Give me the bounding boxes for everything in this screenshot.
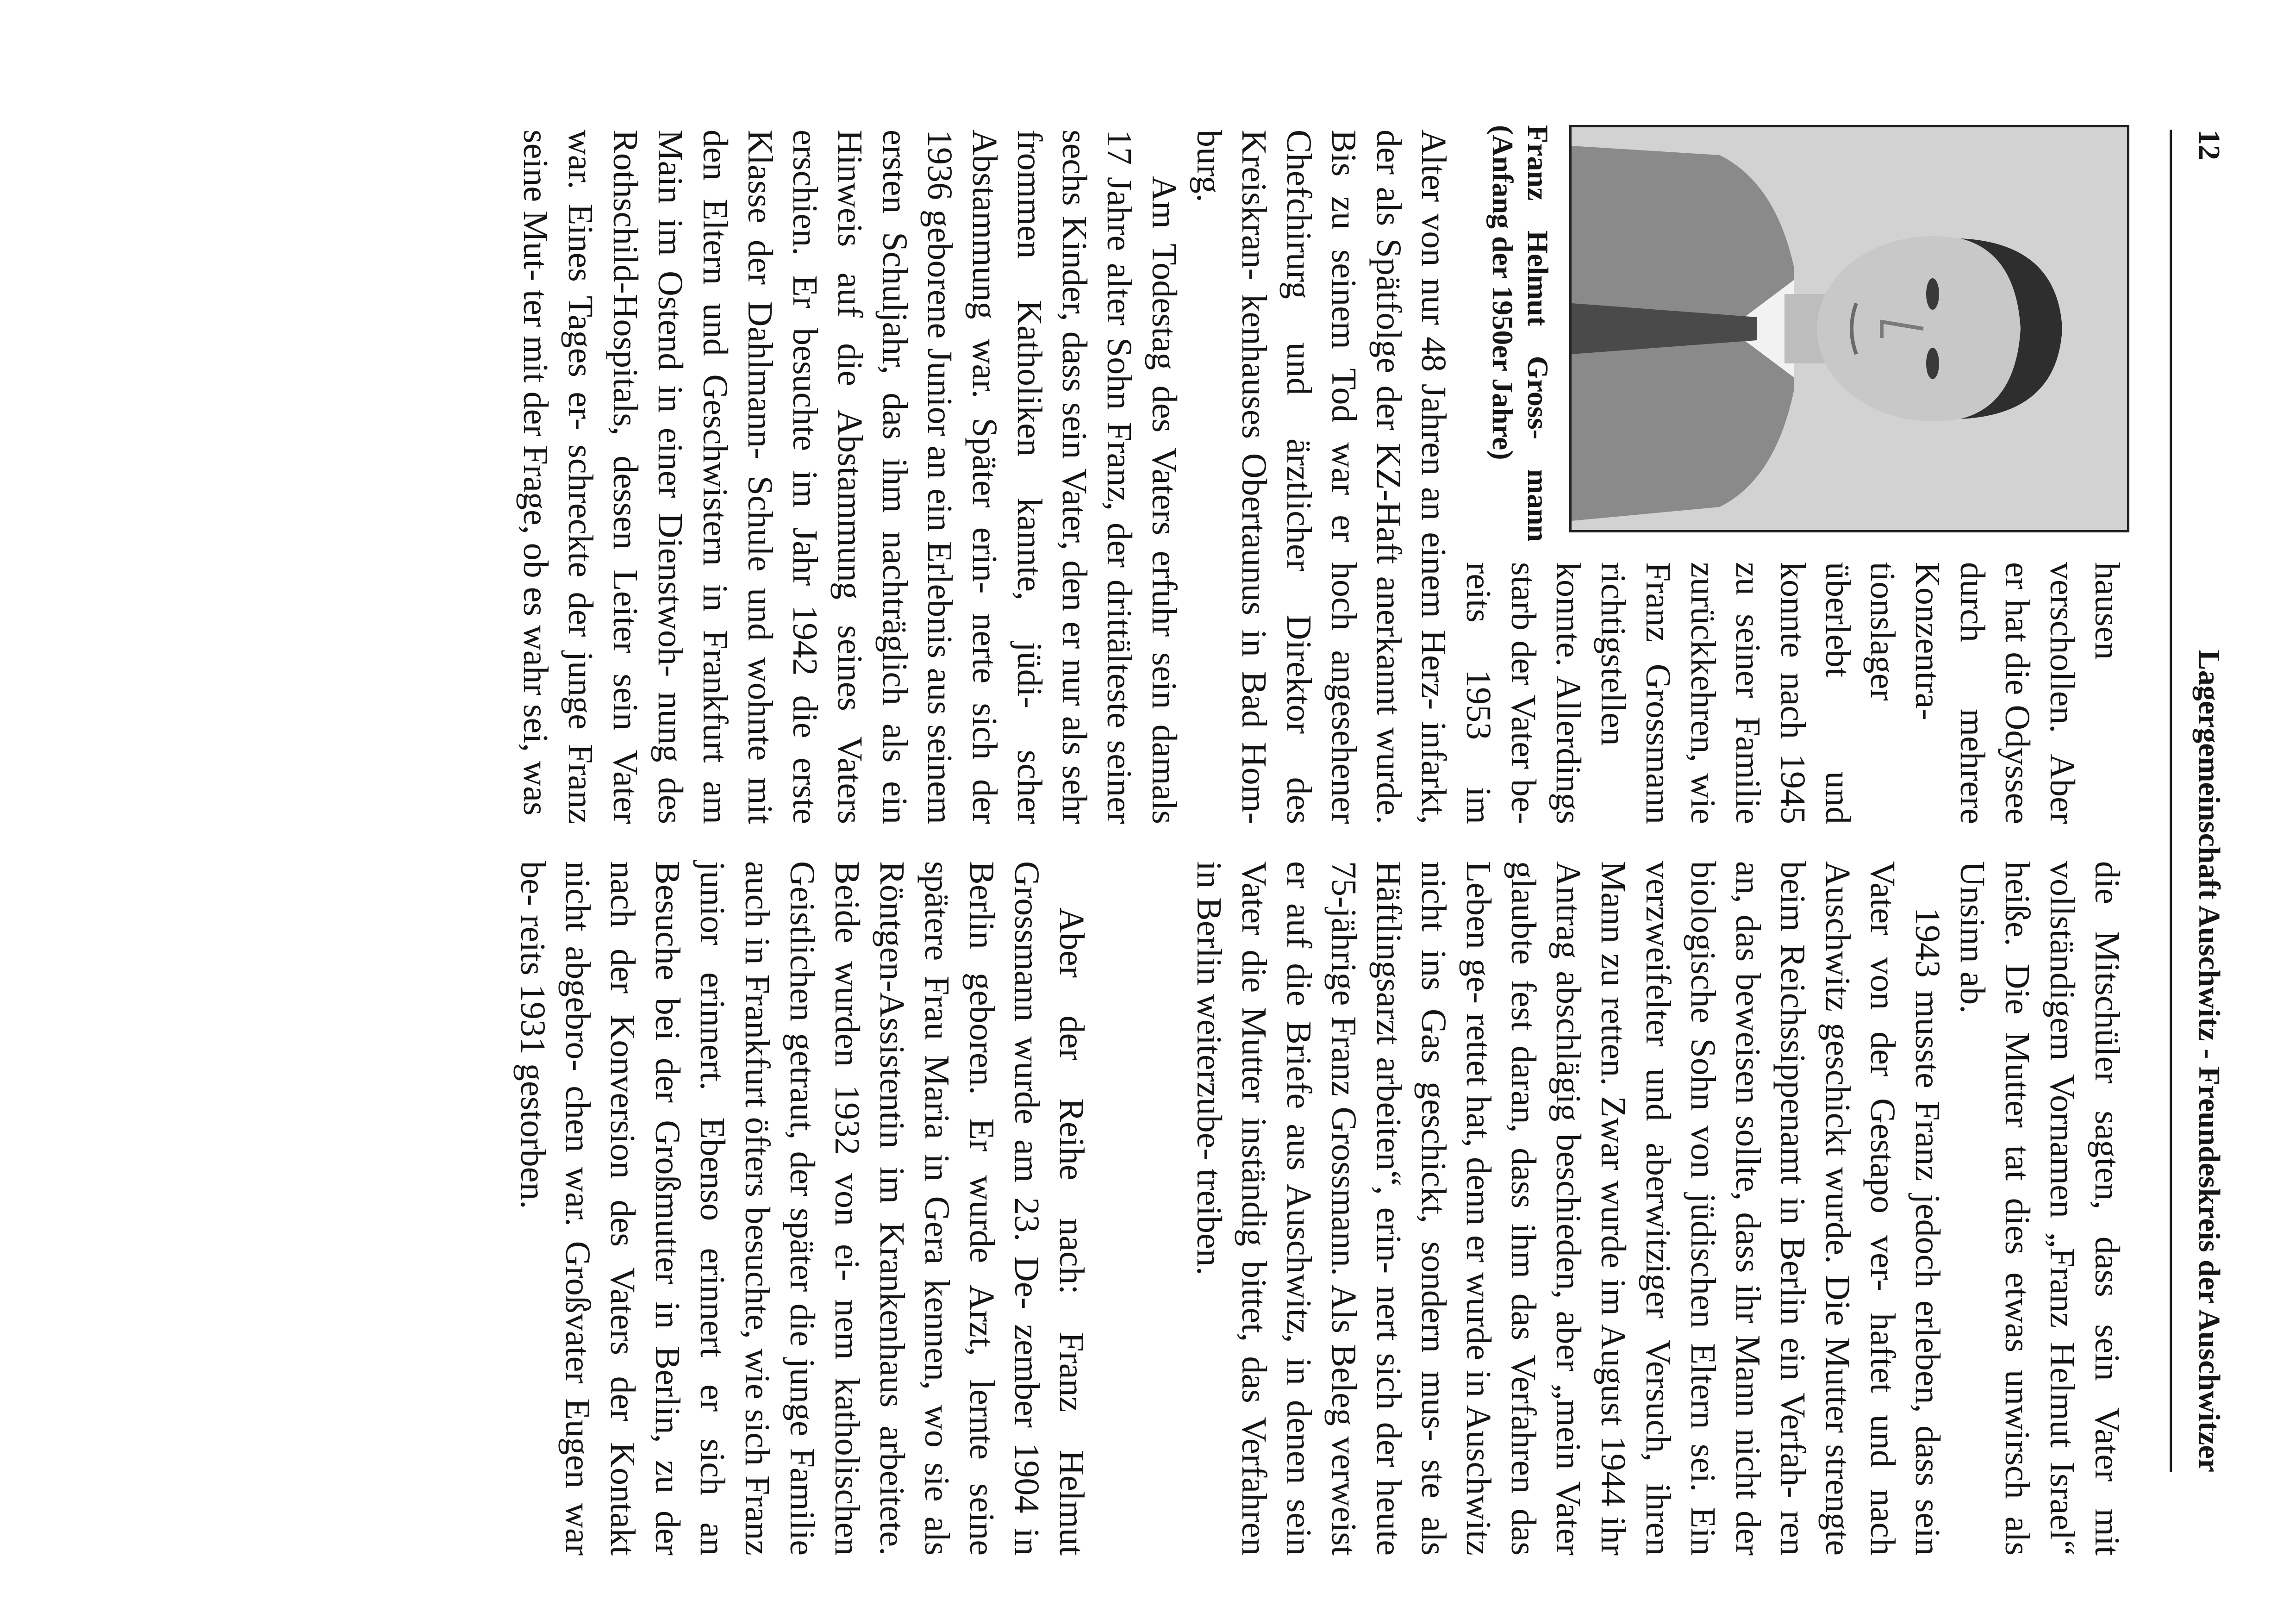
left-paragraph-1: hausen verschollen. Aber er hat die Odyssee durch mehrere Konzentra- tionslager überlebt und konnte nach 1945 zu seiner Familie zurückkehren, wie Franz Grossmann richtigstellen konnte. Allerdings starb der Vater be- reits 1953 im Alter von nur 48 Jahren an einem Herz- infarkt, der als Spätfolge der KZ-Haft anerkannt wurde. Bis zu seinem Tod war er hoch angesehener Chefchirurg und ärztlicher Direktor des Kreiskran- kenhauses Obertaunus in Bad Hom- burg. bbox=[1190, 130, 2127, 824]
portrait-photo bbox=[1569, 125, 2129, 532]
left-column bbox=[19, 125, 2129, 824]
header-rule bbox=[2170, 130, 2172, 1472]
left-paragraph-2: Am Todestag des Vaters erfuhr sein damals 17 Jahre alter Sohn Franz, der drittälteste seiner sechs Kinder, dass sein Vater, den er nur als sehr frommen Katholiken kannte, jüdi- scher Abstammung war. Später erin- nerte sich der 1936 geborene Junior an ein Erlebnis aus seinem ersten Schuljahr, das ihm nachträglich als ein Hinweis auf die Abstammung seines Vaters erschien. Er besuchte im Jahr 1942 die erste Klasse der Dahlmann- Schule und wohnte mit den Eltern und Geschwistern in Frankfurt am Main im Ostend in einer Dienstwoh- nung des Rothschild-Hospitals, dessen Leiter sein Vater war. Eines Tages er- schreckte der junge Franz seine Mut- ter mit der Frage, ob es wahr sei, was bbox=[516, 130, 1184, 824]
page-number: 12 bbox=[2192, 130, 2226, 160]
portrait-photo-icon bbox=[1572, 127, 2127, 530]
right-paragraph-2: 1943 musste Franz jedoch erleben, dass sein Vater von der Gestapo ver- haftet und nach Auschwitz geschickt wurde. Die Mutter strengte beim Reichssippenamt in Berlin ein Verfah- ren an, das beweisen sollte, dass ihr Mann nicht der biologische Sohn von jüdischen Eltern sei. Ein verzweifelter und aberwitziger Versuch, ihren Mann zu retten. Zwar wurde im August 1944 ihr Antrag abschlägig beschieden, aber „mein Vater glaubte fest daran, dass ihm das Verfahren das Leben ge- rettet hat, denn er wurde in Auschwitz nicht ins Gas geschickt, sondern mus- ste als Häftlingsarzt arbeiten“, erin- nert sich der heute 75-jährige Franz Grossmann. Als Beleg verweist er auf die Briefe aus Auschwitz, in denen sein Vater die Mutter inständig bittet, das Verfahren in Berlin weiterzube- treiben. bbox=[1190, 861, 1947, 1556]
page-header bbox=[2157, 130, 2231, 1472]
right-paragraph-1: die Mitschüler sagten, dass sein Vater mit vollständigem Vornamen „Franz Helmut Israel“ heiße. Die Mutter tat dies etwas unwirsch als Unsinn ab. bbox=[1953, 861, 2127, 1556]
photo-figure bbox=[1485, 125, 2129, 542]
right-paragraph-3: Aber der Reihe nach: Franz Helmut Grossmann wurde am 23. De- zember 1904 in Berlin geboren. Er wurde Arzt, lernte seine spätere Frau Maria in Gera kennen, wo sie als Röntgen-Assistentin im Krankenhaus arbeitete. Beide wurden 1932 von ei- nem katholischen Geistlichen getraut, der später die junge Familie auch in Frankfurt öfters besuchte, wie sich Franz junior erinnert. Ebenso erinnert er sich an Besuche bei der Großmutter in Berlin, zu der nach der Konversion des Vaters der Kontakt nicht abgebro- chen war. Großvater Eugen war be- reits 1931 gestorben. bbox=[513, 861, 1091, 1556]
paragraph-spacer bbox=[1094, 861, 1186, 1556]
right-column bbox=[19, 861, 2129, 1556]
photo-caption: Franz Helmut Gross- mann (Anfang der 1950er Jahre) bbox=[1486, 125, 1554, 542]
running-title: Lagergemeinschaft Auschwitz - Freundeskreis der Auschwitzer bbox=[2192, 650, 2226, 1472]
